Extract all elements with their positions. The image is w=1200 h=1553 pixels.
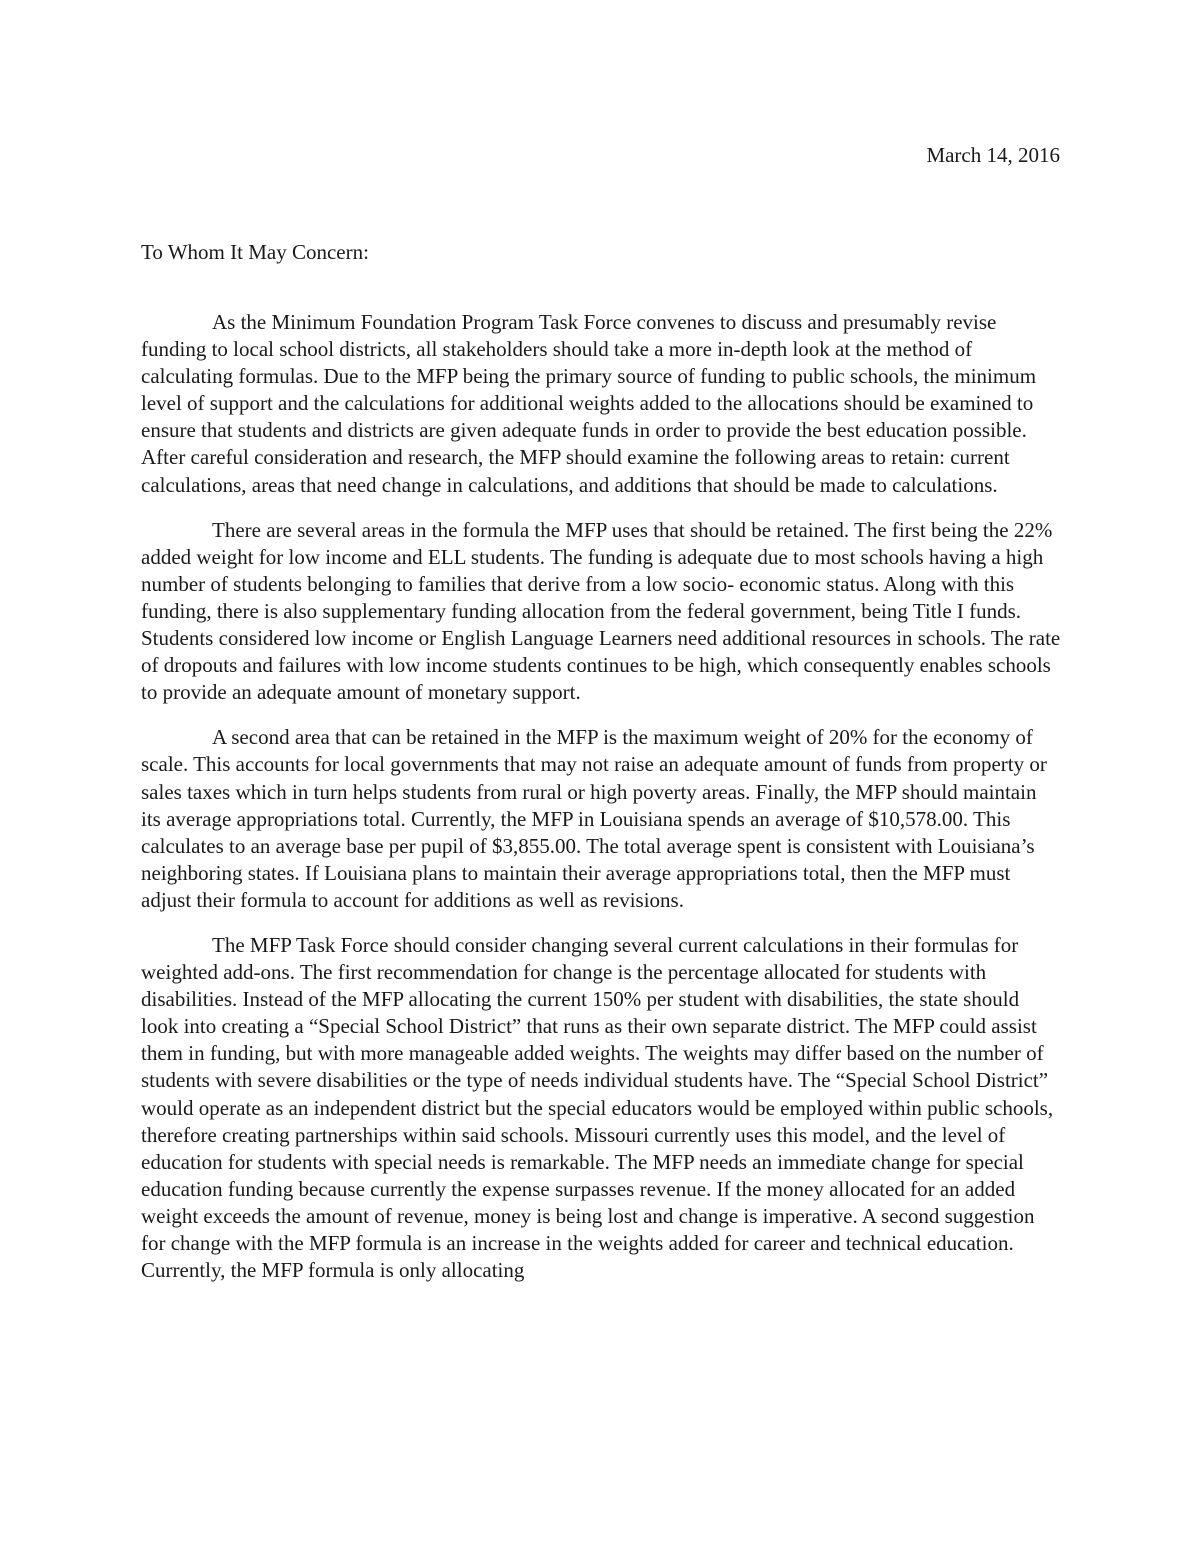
letter-body: [141, 309, 1061, 1302]
paragraph-intro: As the Minimum Foundation Program Task Force convenes to discuss and presumably revise funding to local school districts, all stakeholders should take a more in-depth look at the method of calculating formulas. Due to the MFP being the primary source of funding to public schools, the minimum level of support and the calculations for additional weights added to the allocations should be examined to ensure that students and districts are given adequate funds in order to provide the best education possible. After careful consideration and research, the MFP should examine the following areas to retain: current calculations, areas that need change in calculations, and additions that should be made to calculations.: [141, 310, 1037, 497]
paragraph-retain-economy-of-scale: A second area that can be retained in the MFP is the maximum weight of 20% for the economy of scale. This accounts for local governments that may not raise an adequate amount of funds from property or sales taxes which in turn helps students from rural or high poverty areas. Finally, the MFP should maintain its average appropriations total. Currently, the MFP in Louisiana spends an average of $10,578.00. This calculates to an average base per pupil of $3,855.00. The total average spent is consistent with Louisiana’s neighboring states. If Louisiana plans to maintain their average appropriations total, then the MFP must adjust their formula to account for additions as well as revisions.: [141, 725, 1047, 912]
salutation: To Whom It May Concern:: [141, 240, 369, 264]
letter-date: March 14, 2016: [926, 143, 1060, 167]
paragraph-retain-low-income: There are several areas in the formula the MFP uses that should be retained. The first being the 22% added weight for low income and ELL students. The funding is adequate due to most schools having a high number of students belonging to families that derive from a low socio- economic status. Along with this funding, there is also supplementary funding allocation from the federal government, being Title I funds. Students considered low income or English Language Learners need additional resources in schools. The rate of dropouts and failures with low income students continues to be high, which consequently enables schools to provide an adequate amount of monetary support.: [141, 517, 1061, 705]
paragraph-change-calculations: The MFP Task Force should consider changing several current calculations in their formulas for weighted add-ons. The first recommendation for change is the percentage allocated for students with disabilities. Instead of the MFP allocating the current 150% per student with disabilities, the state should look into creating a “Special School District” that runs as their own separate district. The MFP could assist them in funding, but with more manageable added weights. The weights may differ based on the number of students with severe disabilities or the type of needs individual students have. The “Special School District” would operate as an independent district but the special educators would be employed within public schools, therefore creating partnerships within said schools. Missouri currently uses this model, and the level of education for students with special needs is remarkable. The MFP needs an immediate change for special education funding because currently the expense surpasses revenue. If the money allocated for an added weight exceeds the amount of revenue, money is being lost and change is imperative. A second suggestion for change with the MFP formula is an increase in the weights added for career and technical education. Currently, the MFP formula is only allocating: [141, 932, 1054, 1283]
